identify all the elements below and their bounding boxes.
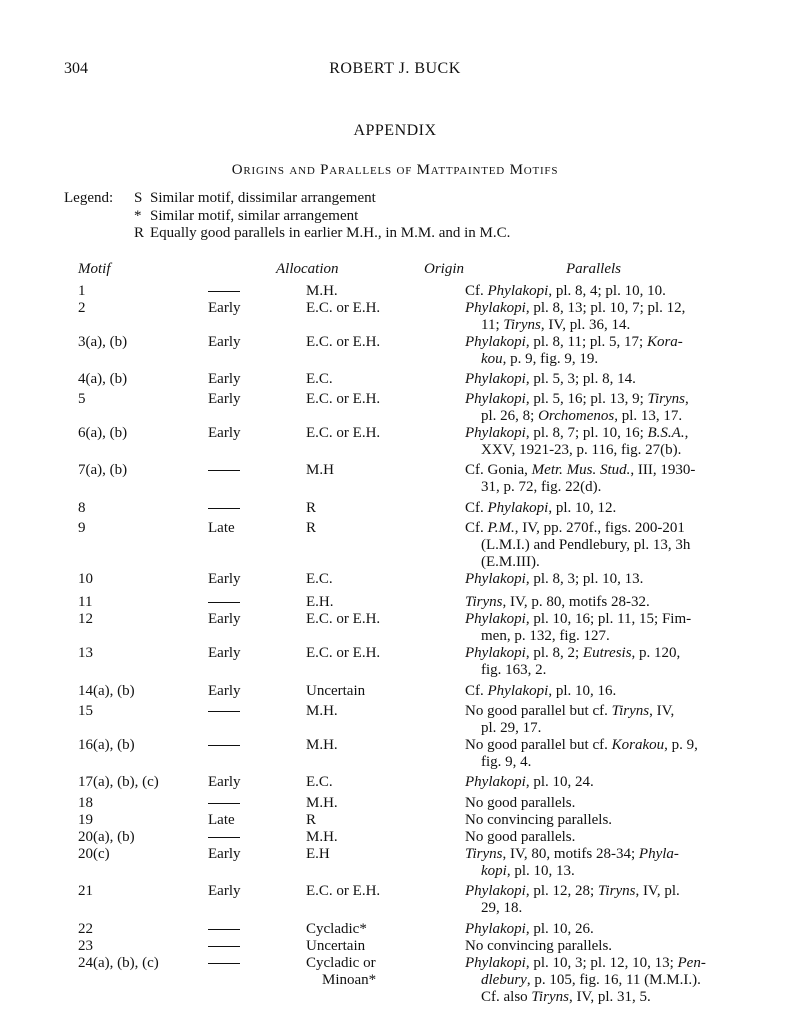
allocation-line: E.C. or E.H.	[306, 883, 381, 899]
allocation-cell	[306, 500, 316, 517]
parallels-line: No good parallels.	[465, 795, 576, 811]
allocation-cell	[306, 520, 316, 537]
column-header-origin: Origin	[424, 261, 465, 277]
table-row	[0, 812, 790, 829]
parallels-line: (L.M.I.) and Pendlebury, pl. 13, 3h	[481, 537, 691, 553]
legend-text: Similar motif, dissimilar arrangement	[150, 190, 376, 206]
allocation-line: M.H.	[306, 795, 338, 811]
allocation-cell	[306, 829, 338, 846]
motif-number: 18	[78, 795, 93, 811]
table-row	[0, 795, 790, 812]
allocation-cell	[306, 774, 333, 791]
allocation-line: E.C.	[306, 371, 333, 387]
allocation-line: E.H	[306, 846, 330, 862]
parallels-cell	[465, 812, 612, 829]
parallels-cell	[465, 774, 594, 791]
allocation-line: M.H.	[306, 703, 338, 719]
motif-number: 22	[78, 921, 93, 937]
parallels-line: fig. 163, 2.	[481, 662, 547, 678]
legend-symbol: S	[134, 190, 143, 206]
legend-text: Similar motif, similar arrangement	[150, 207, 359, 224]
allocation-line: Minoan*	[322, 972, 377, 988]
parallels-cell	[465, 829, 575, 846]
dash-rule	[208, 929, 240, 930]
parallels-cell	[465, 921, 594, 938]
parallels-line: Phylakopi, pl. 5, 16; pl. 13, 9; Tiryns,	[465, 391, 689, 407]
table-row	[0, 391, 790, 425]
motif-number: 8	[78, 500, 86, 516]
allocation-line: E.C.	[306, 571, 333, 587]
parallels-cell	[465, 283, 666, 300]
allocation-line: E.C. or E.H.	[306, 611, 381, 627]
parallels-line: pl. 26, 8; Orchomenos, pl. 13, 17.	[481, 408, 683, 424]
motif-number: 20(a), (b)	[78, 829, 135, 845]
table-caption: Origins and Parallels of Mattpainted Motifs	[231, 162, 559, 178]
parallels-line: 11; Tiryns, IV, pl. 36, 14.	[481, 317, 631, 333]
allocation-cell	[306, 371, 333, 388]
period-cell: Early	[208, 774, 241, 790]
allocation-line: E.C. or E.H.	[306, 334, 381, 350]
period-cell	[208, 955, 240, 972]
parallels-cell	[465, 795, 575, 812]
allocation-cell	[306, 846, 330, 863]
allocation-line: E.C. or E.H.	[306, 645, 381, 661]
parallels-cell	[465, 571, 643, 588]
allocation-cell	[306, 571, 333, 588]
table-row	[0, 300, 790, 334]
allocation-line: Cycladic or	[306, 955, 376, 971]
period-cell: Early	[208, 645, 241, 661]
appendix-title: APPENDIX	[353, 122, 437, 139]
legend-symbol: *	[134, 207, 142, 224]
parallels-cell	[465, 737, 698, 771]
parallels-line: No convincing parallels.	[465, 812, 613, 828]
dash-rule	[208, 291, 240, 292]
allocation-cell	[306, 938, 365, 955]
parallels-cell	[465, 611, 691, 645]
dash-rule	[208, 470, 240, 471]
dash-rule	[208, 602, 240, 603]
motif-number: 1	[78, 283, 86, 299]
parallels-line: kopi, pl. 10, 13.	[481, 863, 575, 879]
table-row	[0, 774, 790, 795]
parallels-line: dlebury, p. 105, fig. 16, 11 (M.M.I.).	[481, 972, 701, 988]
motif-number: 19	[78, 812, 93, 828]
period-cell	[208, 703, 240, 720]
parallels-cell	[465, 425, 688, 459]
parallels-cell	[465, 462, 695, 496]
parallels-cell	[465, 500, 616, 517]
period-cell	[208, 462, 240, 479]
parallels-line: men, p. 132, fig. 127.	[481, 628, 610, 644]
allocation-line: E.C. or E.H.	[306, 425, 381, 441]
parallels-line: 29, 18.	[481, 900, 523, 916]
motif-number: 3(a), (b)	[78, 334, 128, 350]
dash-rule	[208, 745, 240, 746]
running-header-author: ROBERT J. BUCK	[329, 60, 461, 77]
parallels-line: 31, p. 72, fig. 22(d).	[481, 479, 602, 495]
parallels-line: Cf. Gonia, Metr. Mus. Stud., III, 1930-	[465, 462, 696, 478]
column-header-motif: Motif	[78, 261, 111, 277]
allocation-line: E.H.	[306, 594, 334, 610]
motif-number: 13	[78, 645, 93, 661]
motif-number: 14(a), (b)	[78, 683, 135, 699]
motif-number: 12	[78, 611, 93, 627]
period-cell	[208, 594, 240, 611]
allocation-cell	[306, 283, 338, 300]
allocation-line: R	[306, 812, 317, 828]
parallels-line: Phylakopi, pl. 5, 3; pl. 8, 14.	[465, 371, 636, 387]
parallels-cell	[465, 594, 650, 611]
period-cell	[208, 283, 240, 300]
parallels-line: Cf. Phylakopi, pl. 8, 4; pl. 10, 10.	[465, 283, 666, 299]
parallels-line: Phylakopi, pl. 12, 28; Tiryns, IV, pl.	[465, 883, 680, 899]
parallels-line: Cf. also Tiryns, IV, pl. 31, 5.	[481, 989, 651, 1005]
table-row	[0, 571, 790, 594]
parallels-line: No good parallel but cf. Korakou, p. 9,	[465, 737, 698, 753]
parallels-line: Cf. Phylakopi, pl. 10, 12.	[465, 500, 617, 516]
period-cell: Early	[208, 846, 241, 862]
parallels-line: No good parallel but cf. Tiryns, IV,	[465, 703, 675, 719]
period-cell: Early	[208, 425, 241, 441]
motif-number: 16(a), (b)	[78, 737, 135, 753]
parallels-cell	[465, 334, 683, 368]
parallels-cell	[465, 703, 674, 737]
column-header-parallels: Parallels	[566, 261, 621, 277]
dash-rule	[208, 711, 240, 712]
period-cell: Early	[208, 371, 241, 387]
parallels-line: Tiryns, IV, 80, motifs 28-34; Phyla-	[465, 846, 679, 862]
allocation-line: Cycladic*	[306, 921, 367, 937]
dash-rule	[208, 946, 240, 947]
legend-label: Legend:	[64, 190, 114, 206]
allocation-line: M.H	[306, 462, 334, 478]
page-number: 304	[64, 60, 88, 77]
allocation-cell	[306, 812, 316, 829]
allocation-cell	[306, 334, 380, 351]
parallels-line: Phylakopi, pl. 8, 7; pl. 10, 16; B.S.A.,	[465, 425, 689, 441]
allocation-cell	[306, 703, 338, 720]
parallels-cell	[465, 371, 636, 388]
parallels-cell	[465, 300, 685, 334]
table-row	[0, 846, 790, 883]
motif-number: 2	[78, 300, 86, 316]
allocation-cell	[306, 645, 380, 662]
allocation-cell	[306, 795, 338, 812]
dash-rule	[208, 803, 240, 804]
motif-number: 9	[78, 520, 86, 536]
table-row	[0, 737, 790, 774]
table-row	[0, 955, 790, 1006]
parallels-line: Phylakopi, pl. 10, 24.	[465, 774, 594, 790]
parallels-line: Tiryns, IV, p. 80, motifs 28-32.	[465, 594, 650, 610]
allocation-cell	[306, 921, 367, 938]
legend-text: Equally good parallels in earlier M.H., in M.M. and in M.C.	[150, 225, 511, 241]
table-row	[0, 425, 790, 462]
motif-number: 23	[78, 938, 93, 954]
dash-rule	[208, 508, 240, 509]
parallels-line: No convincing parallels.	[465, 938, 613, 954]
period-cell	[208, 829, 240, 846]
allocation-line: M.H.	[306, 737, 338, 753]
table-row	[0, 500, 790, 520]
parallels-cell	[465, 955, 706, 1006]
allocation-line: E.C. or E.H.	[306, 391, 381, 407]
motif-number: 17(a), (b), (c)	[78, 774, 159, 790]
table-row	[0, 883, 790, 921]
parallels-line: Phylakopi, pl. 8, 3; pl. 10, 13.	[465, 571, 644, 587]
motif-number: 11	[78, 594, 93, 610]
allocation-line: R	[306, 520, 317, 536]
motif-table-body	[0, 283, 790, 1006]
parallels-line: Phylakopi, pl. 10, 26.	[465, 921, 594, 937]
period-cell: Early	[208, 883, 241, 899]
allocation-line: E.C. or E.H.	[306, 300, 381, 316]
allocation-line: M.H.	[306, 283, 338, 299]
parallels-line: kou, p. 9, fig. 9, 19.	[481, 351, 599, 367]
table-row	[0, 594, 790, 611]
dash-rule	[208, 963, 240, 964]
parallels-line: (E.M.III).	[481, 554, 540, 570]
allocation-cell	[306, 955, 376, 989]
parallels-line: pl. 29, 17.	[481, 720, 542, 736]
allocation-cell	[306, 737, 338, 754]
parallels-line: fig. 9, 4.	[481, 754, 532, 770]
allocation-cell	[306, 883, 380, 900]
parallels-line: Cf. P.M., IV, pp. 270f., figs. 200-201	[465, 520, 685, 536]
allocation-cell	[306, 462, 334, 479]
period-cell	[208, 921, 240, 938]
table-row	[0, 921, 790, 938]
parallels-line: Phylakopi, pl. 10, 3; pl. 12, 10, 13; Pen-	[465, 955, 706, 971]
allocation-cell	[306, 594, 334, 611]
parallels-cell	[465, 683, 616, 700]
table-row	[0, 683, 790, 703]
parallels-cell	[465, 883, 680, 917]
table-row	[0, 645, 790, 683]
allocation-cell	[306, 300, 380, 317]
allocation-line: R	[306, 500, 317, 516]
allocation-cell	[306, 683, 365, 700]
table-row	[0, 938, 790, 955]
period-cell: Early	[208, 683, 241, 699]
motif-number: 20(c)	[78, 846, 110, 862]
allocation-cell	[306, 611, 380, 628]
period-cell: Early	[208, 300, 241, 316]
motif-number: 24(a), (b), (c)	[78, 955, 159, 971]
period-cell: Late	[208, 812, 235, 828]
table-row	[0, 611, 790, 645]
period-cell: Late	[208, 520, 235, 536]
period-cell: Early	[208, 334, 241, 350]
parallels-line: Phylakopi, pl. 10, 16; pl. 11, 15; Fim-	[465, 611, 692, 627]
parallels-line: Phylakopi, pl. 8, 2; Eutresis, p. 120,	[465, 645, 681, 661]
period-cell: Early	[208, 611, 241, 627]
motif-number: 5	[78, 391, 86, 407]
allocation-cell	[306, 391, 380, 408]
parallels-cell	[465, 391, 689, 425]
parallels-line: No good parallels.	[465, 829, 576, 845]
period-cell	[208, 500, 240, 517]
allocation-line: M.H.	[306, 829, 338, 845]
period-cell: Early	[208, 571, 241, 587]
motif-number: 4(a), (b)	[78, 371, 128, 387]
parallels-line: XXV, 1921-23, p. 116, fig. 27(b).	[481, 442, 682, 458]
allocation-line: Uncertain	[306, 683, 366, 699]
allocation-cell	[306, 425, 380, 442]
parallels-cell	[465, 846, 679, 880]
period-cell	[208, 795, 240, 812]
column-header-allocation: Allocation	[276, 261, 339, 277]
parallels-cell	[465, 645, 680, 679]
period-cell	[208, 938, 240, 955]
period-cell: Early	[208, 391, 241, 407]
table-row	[0, 520, 790, 571]
motif-number: 6(a), (b)	[78, 425, 128, 441]
table-row	[0, 703, 790, 737]
dash-rule	[208, 837, 240, 838]
table-row	[0, 829, 790, 846]
parallels-line: Cf. Phylakopi, pl. 10, 16.	[465, 683, 617, 699]
motif-number: 7(a), (b)	[78, 462, 128, 478]
motif-number: 21	[78, 883, 93, 899]
motif-number: 10	[78, 571, 93, 587]
parallels-line: Phylakopi, pl. 8, 11; pl. 5, 17; Kora-	[465, 334, 683, 350]
legend-symbol: R	[134, 225, 145, 241]
period-cell	[208, 737, 240, 754]
motif-number: 15	[78, 703, 93, 719]
table-row	[0, 283, 790, 300]
parallels-cell	[465, 520, 690, 571]
allocation-line: E.C.	[306, 774, 333, 790]
parallels-line: Phylakopi, pl. 8, 13; pl. 10, 7; pl. 12,	[465, 300, 686, 316]
parallels-cell	[465, 938, 612, 955]
table-row	[0, 371, 790, 391]
table-row	[0, 334, 790, 371]
table-row	[0, 462, 790, 500]
allocation-line: Uncertain	[306, 938, 366, 954]
